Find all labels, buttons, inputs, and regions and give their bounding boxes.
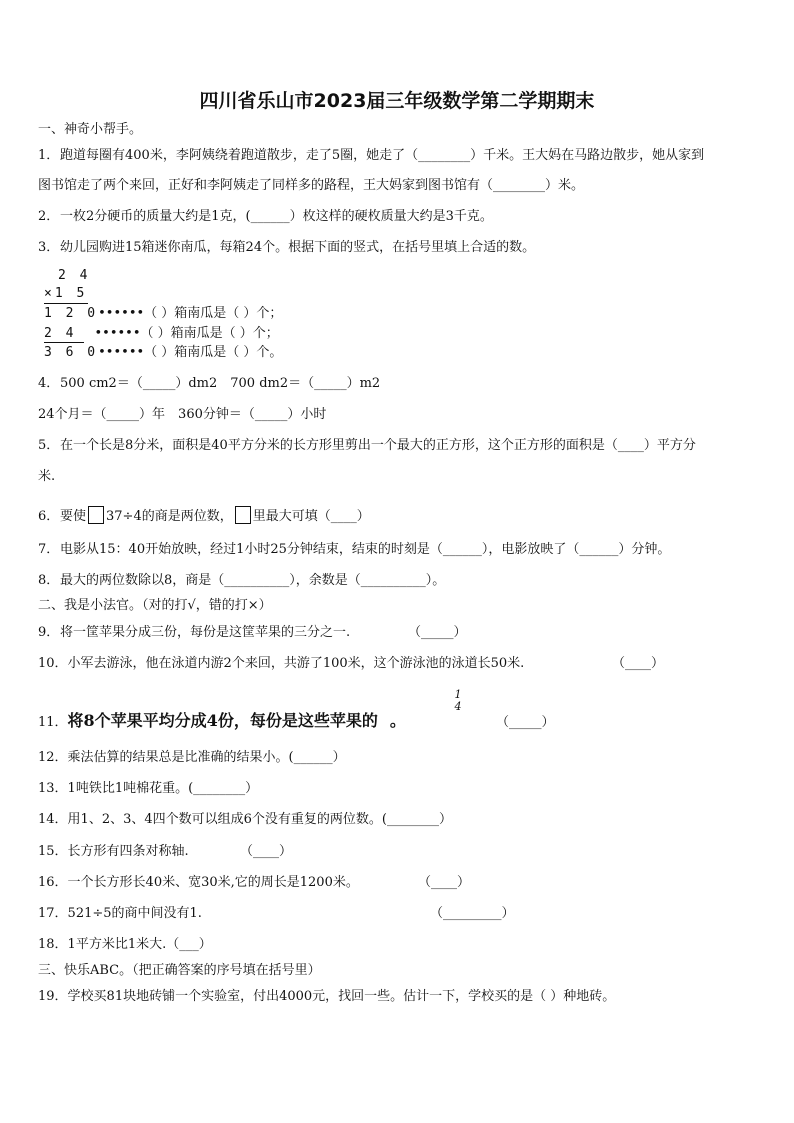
question-12 bbox=[38, 750, 346, 766]
question-18 bbox=[38, 937, 212, 953]
question-text: 学校买81块地砖铺一个实验室，付出4000元，找回一些。估计一下，学校买的是（ ）种地砖。 bbox=[67, 989, 616, 1004]
question-number: 4． bbox=[38, 376, 60, 391]
section-1-heading: 一、神奇小帮手。 bbox=[38, 122, 143, 137]
blank-box[interactable] bbox=[88, 506, 104, 524]
question-text: 跑道每圈有400米，李阿姨绕着跑道散步，走了5圈，她走了（________）千米。王大妈在马路边散步，她从家到 bbox=[60, 148, 705, 163]
question-3 bbox=[38, 240, 535, 256]
question-text: 500 cm2＝（_____）dm2 700 dm2＝（_____）m2 bbox=[60, 376, 381, 391]
question-number: 17． bbox=[38, 906, 68, 921]
question-number: 14． bbox=[38, 812, 68, 827]
question-7 bbox=[38, 542, 670, 558]
calc-row-total bbox=[44, 345, 282, 361]
answer-blank[interactable]: （_____） bbox=[496, 715, 555, 730]
question-16 bbox=[38, 875, 359, 891]
question-4-line-1 bbox=[38, 376, 380, 392]
question-text: 一个长方形长40米、宽30米,它的周长是1200米。 bbox=[67, 875, 359, 890]
question-1-line-1 bbox=[38, 148, 704, 164]
calc-row-partial-2 bbox=[44, 326, 279, 342]
fraction-denominator: 4 bbox=[454, 700, 462, 713]
answer-blank[interactable]: （____） bbox=[240, 844, 293, 859]
question-number: 19． bbox=[38, 989, 68, 1004]
question-number: 11． bbox=[38, 715, 68, 730]
question-number: 15． bbox=[38, 844, 68, 859]
question-text: 幼儿园购进15箱迷你南瓜，每箱24个。根据下面的竖式，在括号里填上合适的数。 bbox=[60, 240, 536, 255]
question-8 bbox=[38, 573, 445, 589]
question-11 bbox=[38, 713, 406, 731]
answer-blank[interactable]: （_____） bbox=[408, 625, 467, 640]
question-text: 1吨铁比1吨棉花重。(________） bbox=[67, 781, 259, 796]
question-number: 10． bbox=[38, 656, 68, 671]
question-number: 2． bbox=[38, 209, 60, 224]
question-4-line-2: 24个月＝（_____）年 360分钟＝（_____）小时 bbox=[38, 407, 327, 422]
question-text: 在一个长是8分米，面积是40平方分米的长方形里剪出一个最大的正方形，这个正方形的面积是（____）平方分 bbox=[60, 438, 696, 453]
question-text-end: 。 bbox=[389, 711, 406, 730]
calc-text: ••••••（ ）箱南瓜是（ ）个； bbox=[98, 306, 283, 321]
question-17 bbox=[38, 906, 202, 922]
question-number: 5． bbox=[38, 438, 60, 453]
question-10 bbox=[38, 656, 524, 672]
question-number: 8． bbox=[38, 573, 60, 588]
question-text: 521÷5的商中间没有1. bbox=[67, 906, 202, 921]
fraction-one-quarter bbox=[452, 689, 464, 713]
calc-row-partial-1 bbox=[44, 306, 282, 322]
question-text: 小军去游泳，他在泳道内游2个来回，共游了100米，这个游泳池的泳道长50米. bbox=[67, 656, 525, 671]
question-9 bbox=[38, 625, 350, 641]
question-5-line-2: 米. bbox=[38, 469, 56, 484]
section-2-heading: 二、我是小法官。（对的打√，错的打×） bbox=[38, 598, 272, 613]
question-13 bbox=[38, 781, 258, 797]
question-number: 16． bbox=[38, 875, 68, 890]
question-15 bbox=[38, 844, 189, 860]
question-1-line-2: 图书馆走了两个来回，正好和李阿姨走了同样多的路程，王大妈家到图书馆有（________）米。 bbox=[38, 178, 585, 193]
question-number: 18． bbox=[38, 937, 68, 952]
calc-divider-line bbox=[44, 303, 88, 304]
question-number: 12． bbox=[38, 750, 68, 765]
section-3-heading: 三、快乐ABC。（把正确答案的序号填在括号里） bbox=[38, 963, 321, 978]
question-number: 3． bbox=[38, 240, 60, 255]
question-text: 用1、2、3、4四个数可以组成6个没有重复的两位数。(________） bbox=[67, 812, 452, 827]
question-text: 37÷4的商是两位数， bbox=[106, 509, 233, 524]
question-14 bbox=[38, 812, 452, 828]
answer-blank[interactable]: （_________） bbox=[430, 906, 515, 921]
question-19 bbox=[38, 989, 615, 1005]
question-text: 1平方米比1米大.（___） bbox=[67, 937, 212, 952]
calc-row-multiplicand: 2 4 bbox=[58, 268, 91, 283]
question-text: 长方形有四条对称轴. bbox=[67, 844, 189, 859]
question-text: 将8个苹果平均分成4份，每份是这些苹果的 bbox=[67, 711, 378, 730]
question-number: 6． bbox=[38, 509, 60, 524]
question-text: 将一筐苹果分成三份，每份是这筐苹果的三分之一. bbox=[60, 625, 351, 640]
calc-digits: 2 4 bbox=[44, 326, 77, 341]
question-number: 7． bbox=[38, 542, 60, 557]
fraction-numerator: 1 bbox=[454, 688, 462, 701]
question-text: 电影从15：40开始放映，经过1小时25分钟结束，结束的时刻是（______），电影放映了（______）分钟。 bbox=[60, 542, 671, 557]
answer-blank[interactable]: （____） bbox=[612, 656, 665, 671]
question-text: 乘法估算的结果总是比准确的结果小。(______） bbox=[67, 750, 346, 765]
calc-digits: 3 6 0 bbox=[44, 345, 99, 360]
question-text: 里最大可填（____） bbox=[252, 509, 370, 524]
calc-text: ••••••（ ）箱南瓜是（ ）个。 bbox=[98, 345, 283, 360]
question-text: 一枚2分硬币的质量大约是1克，(______）枚这样的硬枚质量大约是3千克。 bbox=[60, 209, 493, 224]
question-number: 1． bbox=[38, 148, 60, 163]
blank-box[interactable] bbox=[235, 506, 251, 524]
calc-digits: 1 2 0 bbox=[44, 306, 99, 321]
calc-divider-line bbox=[44, 342, 84, 343]
question-6 bbox=[38, 506, 370, 525]
question-5-line-1 bbox=[38, 438, 696, 454]
answer-blank[interactable]: （____） bbox=[418, 875, 471, 890]
calc-row-multiplier: ×1 5 bbox=[44, 286, 88, 301]
question-text: 要使 bbox=[60, 509, 87, 524]
question-2 bbox=[38, 209, 493, 225]
question-number: 9． bbox=[38, 625, 60, 640]
page-title: 四川省乐山市2023届三年级数学第二学期期末 bbox=[199, 90, 595, 112]
question-text: 最大的两位数除以8，商是（__________），余数是（__________）。 bbox=[60, 573, 446, 588]
calc-text: ••••••（ ）箱南瓜是（ ）个； bbox=[94, 326, 279, 341]
question-number: 13． bbox=[38, 781, 68, 796]
